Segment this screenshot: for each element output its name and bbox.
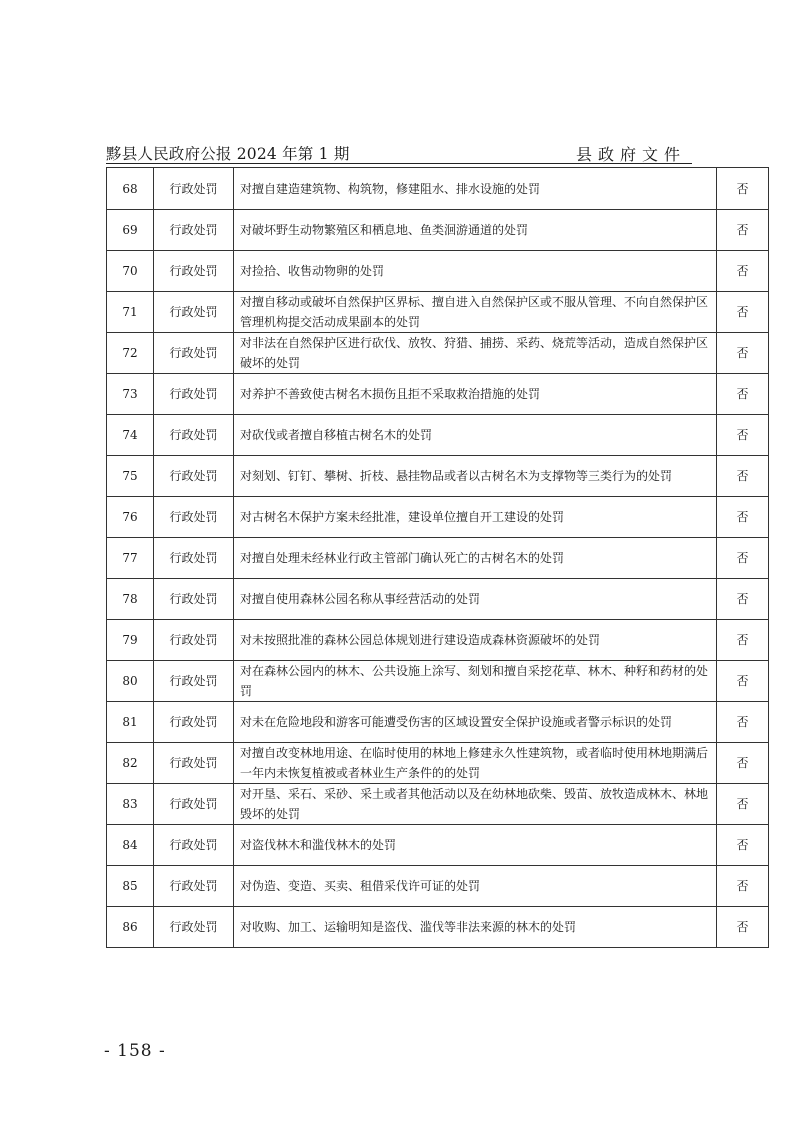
row-type: 行政处罚	[154, 620, 234, 661]
row-flag: 否	[717, 743, 769, 784]
row-flag: 否	[717, 374, 769, 415]
table-row	[107, 661, 769, 702]
row-description: 对破坏野生动物繁殖区和栖息地、鱼类洄游通道的处罚	[234, 210, 717, 251]
header-divider	[106, 163, 692, 164]
row-flag: 否	[717, 497, 769, 538]
row-number: 77	[107, 538, 154, 579]
row-flag: 否	[717, 825, 769, 866]
table-row	[107, 168, 769, 210]
row-number: 83	[107, 784, 154, 825]
table-row	[107, 579, 769, 620]
row-type: 行政处罚	[154, 456, 234, 497]
row-flag: 否	[717, 661, 769, 702]
row-type: 行政处罚	[154, 292, 234, 333]
row-description: 对擅自建造建筑物、构筑物，修建阻水、排水设施的处罚	[234, 168, 717, 210]
table-row	[107, 620, 769, 661]
section-title: 县政府文件	[575, 145, 686, 164]
row-description: 对伪造、变造、买卖、租借采伐许可证的处罚	[234, 866, 717, 907]
row-description: 对擅自移动或破坏自然保护区界标、擅自进入自然保护区或不服从管理、不向自然保护区管理机构提交活动成果副本的处罚	[234, 292, 717, 333]
row-type: 行政处罚	[154, 251, 234, 292]
row-flag: 否	[717, 168, 769, 210]
row-description: 对擅自处理未经林业行政主管部门确认死亡的古树名木的处罚	[234, 538, 717, 579]
row-number: 80	[107, 661, 154, 702]
row-number: 78	[107, 579, 154, 620]
row-number: 82	[107, 743, 154, 784]
table-row	[107, 333, 769, 374]
row-number: 75	[107, 456, 154, 497]
row-flag: 否	[717, 579, 769, 620]
row-number: 72	[107, 333, 154, 374]
row-flag: 否	[717, 538, 769, 579]
table-row	[107, 866, 769, 907]
row-type: 行政处罚	[154, 374, 234, 415]
table-row	[107, 497, 769, 538]
row-number: 85	[107, 866, 154, 907]
table-row	[107, 456, 769, 497]
row-description: 对未按照批准的森林公园总体规划进行建设造成森林资源破坏的处罚	[234, 620, 717, 661]
row-description: 对收购、加工、运输明知是盗伐、滥伐等非法来源的林木的处罚	[234, 907, 717, 948]
table-row	[107, 702, 769, 743]
row-description: 对养护不善致使古树名木损伤且拒不采取救治措施的处罚	[234, 374, 717, 415]
table-row	[107, 907, 769, 948]
row-number: 74	[107, 415, 154, 456]
row-number: 69	[107, 210, 154, 251]
penalty-table	[106, 167, 769, 948]
row-type: 行政处罚	[154, 743, 234, 784]
row-flag: 否	[717, 333, 769, 374]
row-number: 84	[107, 825, 154, 866]
row-flag: 否	[717, 907, 769, 948]
bulletin-title: 黟县人民政府公报 2024 年第 1 期	[106, 145, 350, 163]
table-row	[107, 374, 769, 415]
row-description: 对捡拾、收售动物卵的处罚	[234, 251, 717, 292]
row-flag: 否	[717, 292, 769, 333]
row-number: 73	[107, 374, 154, 415]
table-row	[107, 538, 769, 579]
row-flag: 否	[717, 784, 769, 825]
row-number: 71	[107, 292, 154, 333]
row-description: 对擅自使用森林公园名称从事经营活动的处罚	[234, 579, 717, 620]
row-flag: 否	[717, 456, 769, 497]
row-description: 对未在危险地段和游客可能遭受伤害的区域设置安全保护设施或者警示标识的处罚	[234, 702, 717, 743]
row-number: 76	[107, 497, 154, 538]
table-row	[107, 210, 769, 251]
row-type: 行政处罚	[154, 333, 234, 374]
penalty-table-body	[107, 168, 769, 948]
page-number: - 158 -	[104, 1041, 166, 1061]
row-type: 行政处罚	[154, 497, 234, 538]
row-description: 对刻划、钉钉、攀树、折枝、悬挂物品或者以古树名木为支撑物等三类行为的处罚	[234, 456, 717, 497]
row-flag: 否	[717, 251, 769, 292]
table-row	[107, 825, 769, 866]
row-number: 68	[107, 168, 154, 210]
row-description: 对古树名木保护方案未经批准，建设单位擅自开工建设的处罚	[234, 497, 717, 538]
row-number: 86	[107, 907, 154, 948]
row-flag: 否	[717, 702, 769, 743]
row-number: 79	[107, 620, 154, 661]
row-type: 行政处罚	[154, 538, 234, 579]
row-type: 行政处罚	[154, 702, 234, 743]
table-row	[107, 415, 769, 456]
table-row	[107, 251, 769, 292]
row-description: 对擅自改变林地用途、在临时使用的林地上修建永久性建筑物，或者临时使用林地期满后一年内未恢复植被或者林业生产条件的的处罚	[234, 743, 717, 784]
row-type: 行政处罚	[154, 415, 234, 456]
row-description: 对非法在自然保护区进行砍伐、放牧、狩猎、捕捞、采药、烧荒等活动，造成自然保护区破坏的处罚	[234, 333, 717, 374]
row-type: 行政处罚	[154, 907, 234, 948]
row-number: 81	[107, 702, 154, 743]
row-number: 70	[107, 251, 154, 292]
table-row	[107, 784, 769, 825]
row-description: 对在森林公园内的林木、公共设施上涂写、刻划和擅自采挖花草、林木、种籽和药材的处罚	[234, 661, 717, 702]
row-flag: 否	[717, 210, 769, 251]
row-type: 行政处罚	[154, 661, 234, 702]
row-flag: 否	[717, 415, 769, 456]
row-description: 对砍伐或者擅自移植古树名木的处罚	[234, 415, 717, 456]
page-header	[106, 140, 692, 164]
row-description: 对盗伐林木和滥伐林木的处罚	[234, 825, 717, 866]
row-type: 行政处罚	[154, 168, 234, 210]
table-row	[107, 292, 769, 333]
row-type: 行政处罚	[154, 825, 234, 866]
row-type: 行政处罚	[154, 784, 234, 825]
table-row	[107, 743, 769, 784]
row-type: 行政处罚	[154, 579, 234, 620]
row-flag: 否	[717, 866, 769, 907]
row-type: 行政处罚	[154, 210, 234, 251]
row-description: 对开垦、采石、采砂、采土或者其他活动以及在幼林地砍柴、毁苗、放牧造成林木、林地毁坏的处罚	[234, 784, 717, 825]
row-type: 行政处罚	[154, 866, 234, 907]
row-flag: 否	[717, 620, 769, 661]
